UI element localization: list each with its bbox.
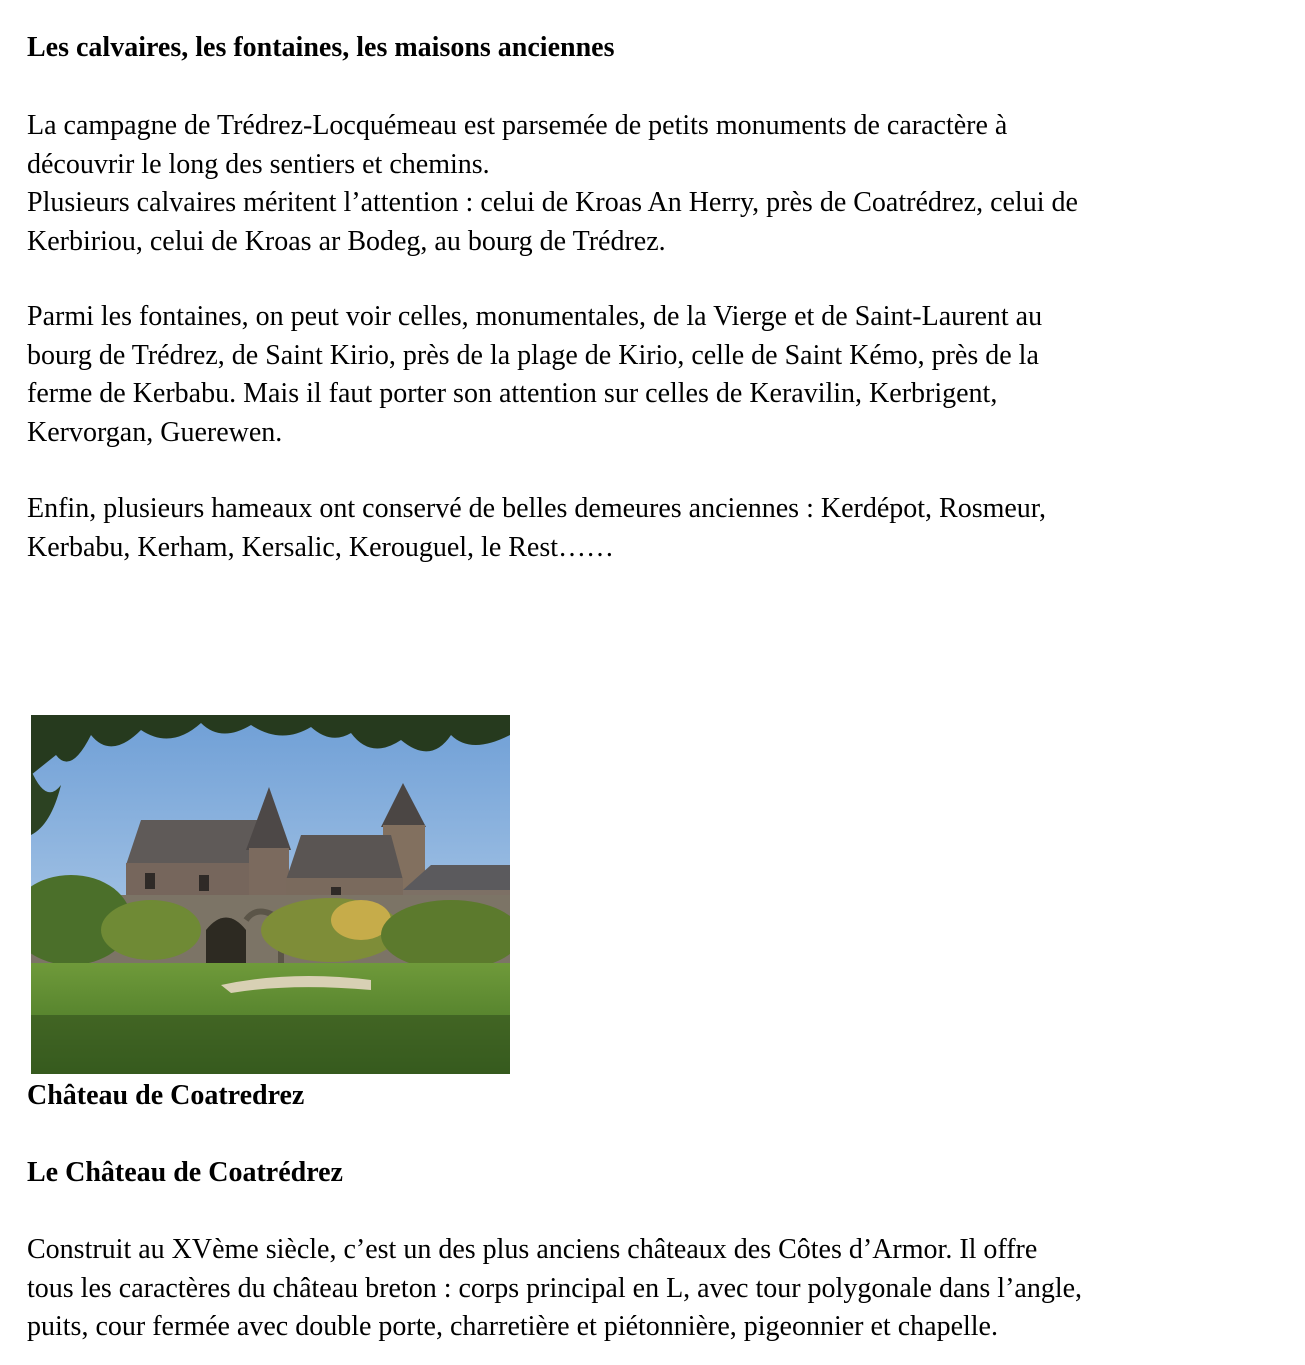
castle-photo	[31, 715, 510, 1074]
paragraph-calvaires	[27, 107, 1302, 261]
text-line: Enfin, plusieurs hameaux ont conservé de belles demeures anciennes : Kerdépot, Rosmeur,	[27, 493, 1047, 524]
text-line: Parmi les fontaines, on peut voir celles, monumentales, de la Vierge et de Saint-Laurent au	[27, 301, 1043, 332]
text-line: puits, cour fermée avec double porte, charretière et piétonnière, pigeonnier et chapelle.	[27, 1311, 998, 1342]
figure-caption: Château de Coatredrez	[27, 1080, 305, 1111]
text-line: tous les caractères du château breton : corps principal en L, avec tour polygonale dans l’angle,	[27, 1272, 1083, 1304]
section-heading-chateau: Le Château de Coatrédrez	[27, 1157, 343, 1188]
text-line: Kervorgan, Guerewen.	[27, 416, 283, 448]
text-line: Kerbabu, Kerham, Kersalic, Kerouguel, le Rest……	[27, 531, 615, 563]
text-line: Plusieurs calvaires méritent l’attention : celui de Kroas An Herry, près de Coatrédrez, celui de	[27, 187, 1078, 218]
text-line: découvrir le long des sentiers et chemins.	[27, 148, 490, 180]
text-line: Kerbiriou, celui de Kroas ar Bodeg, au bourg de Trédrez.	[27, 225, 666, 257]
paragraph-fontaines	[27, 298, 1302, 452]
text-line: bourg de Trédrez, de Saint Kirio, près de la plage de Kirio, celle de Saint Kémo, près de la	[27, 339, 1039, 371]
section-heading-calvaires: Les calvaires, les fontaines, les maisons anciennes	[27, 32, 615, 63]
text-line: ferme de Kerbabu. Mais il faut porter son attention sur celles de Keravilin, Kerbrigent,	[27, 378, 998, 409]
paragraph-maisons	[27, 490, 1302, 567]
text-line: Construit au XVème siècle, c’est un des plus anciens châteaux des Côtes d’Armor. Il offre	[27, 1234, 1038, 1265]
paragraph-chateau	[27, 1231, 1302, 1347]
text-line: La campagne de Trédrez-Locquémeau est parsemée de petits monuments de caractère à	[27, 110, 1008, 141]
